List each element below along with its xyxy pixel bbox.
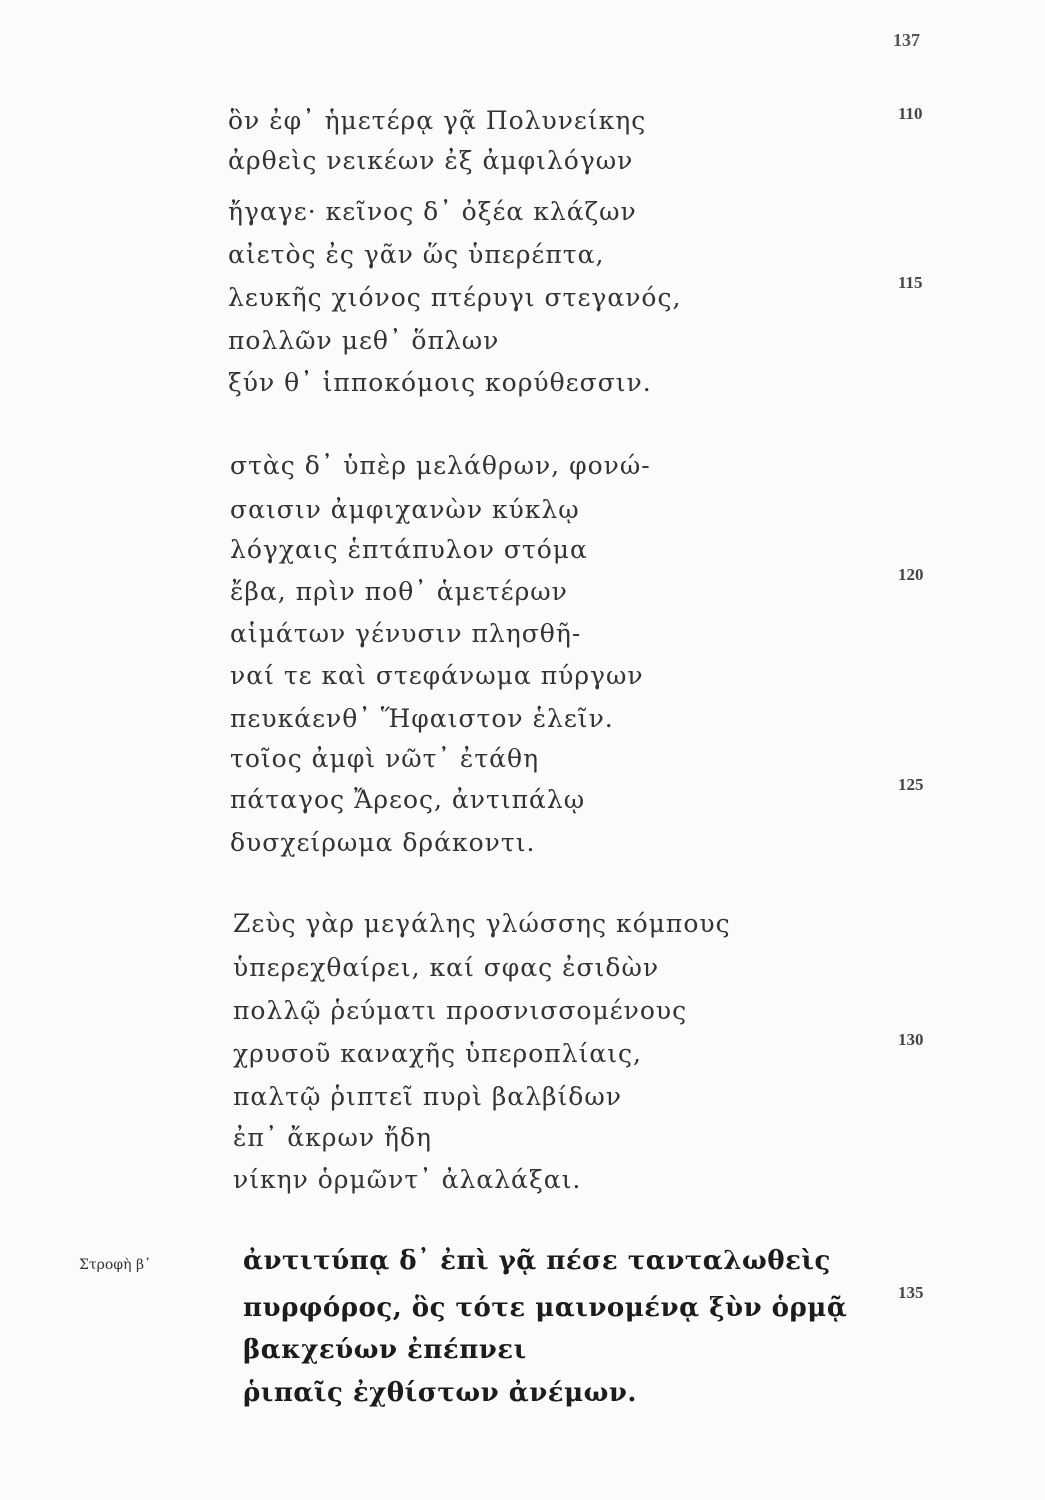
verse-line: ἔβα, πρὶν ποθ᾽ ἁμετέρων [230, 577, 568, 606]
verse-line: χρυσοῦ καναχῆς ὑπεροπλίαις, [233, 1039, 643, 1068]
verse-line: ξύν θ᾽ ἱπποκόμοις κορύθεσσιν. [228, 368, 652, 397]
verse-line: πυρφόρος, ὃς τότε μαινομένᾳ ξὺν ὁρμᾷ [243, 1293, 848, 1323]
verse-line: ἐπ᾽ ἄκρων ἤδη [233, 1123, 433, 1152]
verse-line: ναί τε καὶ στεφάνωμα πύργων [230, 661, 644, 690]
line-number: 125 [898, 775, 924, 794]
verse-line: αἱμάτων γένυσιν πλησθῆ- [230, 619, 582, 648]
verse-line: πολλῷ ῥεύματι προσνισσομένους [233, 996, 688, 1025]
verse-line: στὰς δ᾽ ὑπὲρ μελάθρων, φονώ- [230, 451, 651, 480]
verse-line: ἀρθεὶς νεικέων ἐξ ἀμφιλόγων [228, 146, 634, 175]
line-number: 135 [898, 1283, 924, 1302]
line-number: 110 [898, 104, 923, 123]
verse-line: αἰετὸς ἐς γᾶν ὥς ὑπερέπτα, [228, 240, 605, 269]
verse-line: τοῖος ἀμφὶ νῶτ᾽ ἐτάθη [230, 744, 540, 773]
verse-line: ὑπερεχθαίρει, καί σφας ἐσιδὼν [233, 953, 660, 982]
verse-line: ἤγαγε· κεῖνος δ᾽ ὀξέα κλάζων [228, 197, 637, 226]
page-number: 137 [893, 30, 920, 50]
verse-line: Ζεὺς γὰρ μεγάλης γλώσσης κόμπους [233, 909, 731, 938]
verse-line: πευκάενθ᾽ Ἥφαιστον ἑλεῖν. [230, 704, 614, 733]
verse-line: βακχεύων ἐπέπνει [243, 1335, 527, 1365]
verse-line: ῥιπαῖς ἐχθίστων ἀνέμων. [243, 1378, 637, 1408]
verse-line: νίκην ὁρμῶντ᾽ ἀλαλάξαι. [233, 1165, 582, 1194]
line-number: 120 [898, 565, 924, 584]
verse-line: πολλῶν μεθ᾽ ὅπλων [228, 326, 500, 355]
verse-line: δυσχείρωμα δράκοντι. [230, 828, 536, 857]
line-number: 130 [898, 1030, 924, 1049]
verse-line: πάταγος Ἄρεος, ἀντιπάλῳ [230, 785, 586, 814]
verse-line: ἀντιτύπᾳ δ᾽ ἐπὶ γᾷ πέσε τανταλωθεὶς [243, 1246, 831, 1276]
verse-line: ὃν ἐφ᾽ ἡμετέρᾳ γᾷ Πολυνείκης [228, 106, 647, 135]
strophe-label: Στροφὴ β᾽ [79, 1257, 152, 1273]
verse-line: παλτῷ ῥιπτεῖ πυρὶ βαλβίδων [233, 1082, 622, 1111]
verse-line: λόγχαις ἑπτάπυλον στόμα [230, 535, 588, 564]
verse-line: λευκῆς χιόνος πτέρυγι στεγανός, [228, 283, 682, 312]
verse-line: σαισιν ἀμφιχανὼν κύκλῳ [230, 495, 580, 524]
line-number: 115 [898, 273, 923, 292]
